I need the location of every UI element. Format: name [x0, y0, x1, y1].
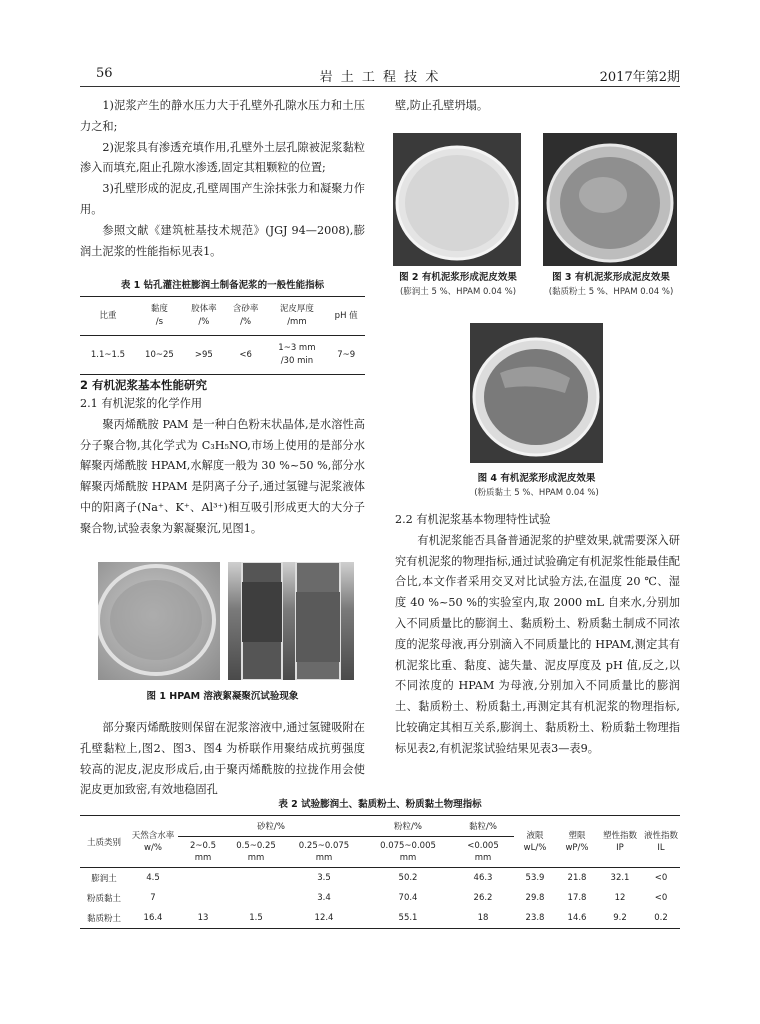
table-cell: 46.3: [473, 873, 493, 883]
table2-group-header: 砂粒/%: [178, 816, 364, 837]
beaker-icon: [98, 562, 220, 680]
table-cell: 53.9: [525, 873, 545, 883]
table1-title: 表 1 钻孔灌注桩膨润土制备泥浆的一般性能指标: [120, 280, 325, 291]
left-column-intro: [80, 96, 365, 262]
mud-cake-disc-icon: [543, 133, 677, 266]
table-row: [80, 868, 680, 889]
table1-header-cell: pH 值: [327, 297, 365, 336]
table2-header-row: [80, 816, 680, 837]
section2-text: [80, 394, 365, 540]
page-number: 56: [96, 66, 113, 81]
table-cell: [178, 888, 228, 908]
paragraph: 部分聚丙烯酰胺则保留在泥浆溶液中,通过氢键吸附在孔壁黏粒上,图2、图3、图4 为桥联作用聚结成抗剪强度较高的泥皮,泥皮形成后,由于聚丙烯酰胺的拉拢作用会使泥皮更加致密,有效地稳固孔: [80, 721, 365, 797]
table2-header-cell: 0.25~0.075 mm: [284, 837, 364, 868]
table-cell: 膨润土: [91, 874, 117, 884]
table-row: [80, 888, 680, 908]
table-cell: 4.5: [146, 873, 160, 883]
figure1-photo-left: [98, 562, 220, 680]
table2-header-cell: 2~0.5 mm: [178, 837, 228, 868]
cylinders-icon: [228, 562, 354, 680]
table2-header-cell: 0.5~0.25 mm: [228, 837, 284, 868]
table-cell: 32.1: [610, 873, 630, 883]
table-cell: 7~9: [337, 349, 356, 360]
table-cell: 21.8: [567, 873, 587, 883]
table-cell: 55.1: [398, 913, 418, 923]
mud-cake-disc-icon: [470, 323, 603, 463]
table2-header-cell: 塑性指数 IP: [598, 816, 642, 868]
table1-header-cell: 胶体率 /%: [183, 297, 225, 336]
table-cell: 10~25: [145, 349, 174, 360]
paragraph: 聚丙烯酰胺 PAM 是一种白色粉末状晶体,是水溶性高分子聚合物,其化学式为 C₃H₅NO,市场上使用的是部分水解聚丙烯酰胺 HPAM,水解度一般为 30 %~50 %,部分水解聚丙烯酰胺 HPAM 是阴离子分子,通过氢键与泥浆液体中的阳离子(Na⁺、K⁺、Al³⁺)相互吸引形成更大的大分子聚合物,试验表象为絮凝聚沉,见图1。: [80, 417, 365, 535]
figure3-caption: 图 3 有机泥浆形成泥皮效果 (黏质粉土 5 %、HPAM 0.04 %): [548, 272, 674, 297]
table2-header-cell: 0.075~0.005 mm: [364, 837, 452, 868]
table-row: [80, 908, 680, 929]
table2-group-header: 粉粒/%: [364, 816, 452, 837]
table1-header-cell: 泥皮厚度 /mm: [266, 297, 327, 336]
table-cell: 12: [614, 893, 626, 903]
table-cell: <0: [654, 873, 668, 883]
paragraph: 参照文献《建筑桩基技术规范》(JGJ 94—2008),膨润土泥浆的性能指标见表1。: [80, 223, 365, 258]
table-cell: 1.5: [249, 913, 263, 923]
table2: [80, 815, 680, 929]
table-cell: 12.4: [314, 913, 334, 923]
figure3-photo: [543, 133, 677, 266]
table-cell: 1.1~1.5: [90, 349, 126, 360]
figure4-caption: 图 4 有机泥浆形成泥皮效果 (粉质黏土 5 %、HPAM 0.04 %): [474, 473, 599, 498]
table-cell: 0.2: [654, 913, 668, 923]
section2-heading: 2 有机泥浆基本性能研究: [80, 378, 208, 392]
table2-header-cell: 天然含水率 w/%: [128, 816, 178, 868]
table-cell: 70.4: [398, 893, 418, 903]
table-cell: 13: [197, 913, 209, 923]
paragraph: 3)孔壁形成的泥皮,孔壁周围产生涂抹张力和凝聚力作用。: [80, 182, 365, 216]
table2-header-cell: 液限 wL/%: [514, 816, 556, 868]
right-column-top: [395, 96, 680, 117]
table1-header-cell: 含砂率 /%: [225, 297, 267, 336]
paragraph: 2)泥浆具有渗透充填作用,孔壁外土层孔隙被泥浆黏粒渗入而填充,阻止孔隙水渗透,固定其粗颗粒的位置;: [80, 140, 365, 175]
table2-title: 表 2 试验膨润土、黏质粉土、粉质黏土物理指标: [278, 799, 482, 810]
table2-header-cell: 液性指数 IL: [642, 816, 680, 868]
table-cell: <6: [239, 349, 252, 360]
journal-title: 岩 土 工 程 技 术: [319, 70, 441, 85]
paragraph: 有机泥浆能否具备普通泥浆的护壁效果,就需要深入研究有机泥浆的物理指标,通过试验确定有机泥浆性能最佳配合比,本文作者采用交叉对比试验方法,在温度 20 ℃、湿度 40 %~50 %的实验室内,取 2000 mL 自来水,分别加入不同质量比的膨润土、黏质粉土、粉质黏土制成不同浓度的泥浆母液,再分别滴入不同质量比的 HPAM,测定其有机泥浆比重、黏度、滤失量、泥皮厚度及 pH 值,反之,以不同浓度的 HPAM 为母液,分别加入不同质量比的膨润土、黏质粉土、粉质黏土,再测定其有机泥浆的物理指标,比较确定其相互关系,膨润土、黏质粉土、粉质黏土物理指标见表2,有机泥浆试验结果见表3—表9。: [395, 533, 680, 755]
figure1-caption: 图 1 HPAM 溶液絮凝聚沉试验现象: [146, 691, 299, 702]
table-cell: [228, 888, 284, 908]
table2-header-cell: 土质类别: [80, 816, 128, 868]
table1-header-cell: 比重: [80, 297, 136, 336]
paragraph: 1)泥浆产生的静水压力大于孔壁外孔隙水压力和土压力之和;: [80, 99, 365, 133]
table2-group-header: 黏粒/%: [452, 816, 514, 837]
table-cell: >95: [194, 349, 213, 360]
table-cell: 29.8: [525, 893, 545, 903]
paragraph: 壁,防止孔壁坍塌。: [395, 99, 489, 112]
table-cell: 17.8: [567, 893, 587, 903]
table-cell: 3.5: [317, 873, 331, 883]
figure4-photo: [470, 323, 603, 463]
table-cell: 18: [477, 913, 489, 923]
table-cell: 1~3 mm /30 min: [278, 343, 316, 366]
figure2-caption: 图 2 有机泥浆形成泥皮效果 (膨润土 5 %、HPAM 0.04 %): [399, 272, 517, 297]
right-column-bottom: [395, 510, 680, 760]
table-cell: 23.8: [525, 913, 545, 923]
table-cell: 粉质黏土: [86, 894, 121, 904]
left-column-bottom: [80, 718, 365, 801]
table-cell: 14.6: [567, 913, 587, 923]
table-cell: 26.2: [473, 893, 493, 903]
table2-header-cell: 塑限 wP/%: [556, 816, 598, 868]
figure2-photo: [393, 133, 521, 266]
table1: [80, 296, 365, 375]
table-cell: [178, 868, 228, 889]
table-cell: 9.2: [613, 913, 627, 923]
table-cell: <0: [654, 893, 668, 903]
subsection-heading: 2.2 有机泥浆基本物理特性试验: [395, 513, 551, 526]
subsection-heading: 2.1 有机泥浆的化学作用: [80, 397, 203, 410]
table-cell: 16.4: [143, 913, 163, 923]
table1-header-cell: 黏度 /s: [136, 297, 183, 336]
table-cell: 黏质粉土: [86, 914, 121, 924]
table-cell: 50.2: [398, 873, 418, 883]
table1-header-row: [80, 297, 365, 336]
table2-header-cell: <0.005 mm: [452, 837, 514, 868]
table-cell: 3.4: [317, 893, 331, 903]
header-rule: [80, 86, 680, 87]
mud-cake-disc-icon: [393, 133, 521, 266]
table-cell: [228, 868, 284, 889]
issue-label: 2017年第2期: [599, 70, 680, 85]
table-cell: 7: [150, 893, 156, 903]
figure1-photo-right: [228, 562, 354, 680]
table-row: [80, 336, 365, 375]
